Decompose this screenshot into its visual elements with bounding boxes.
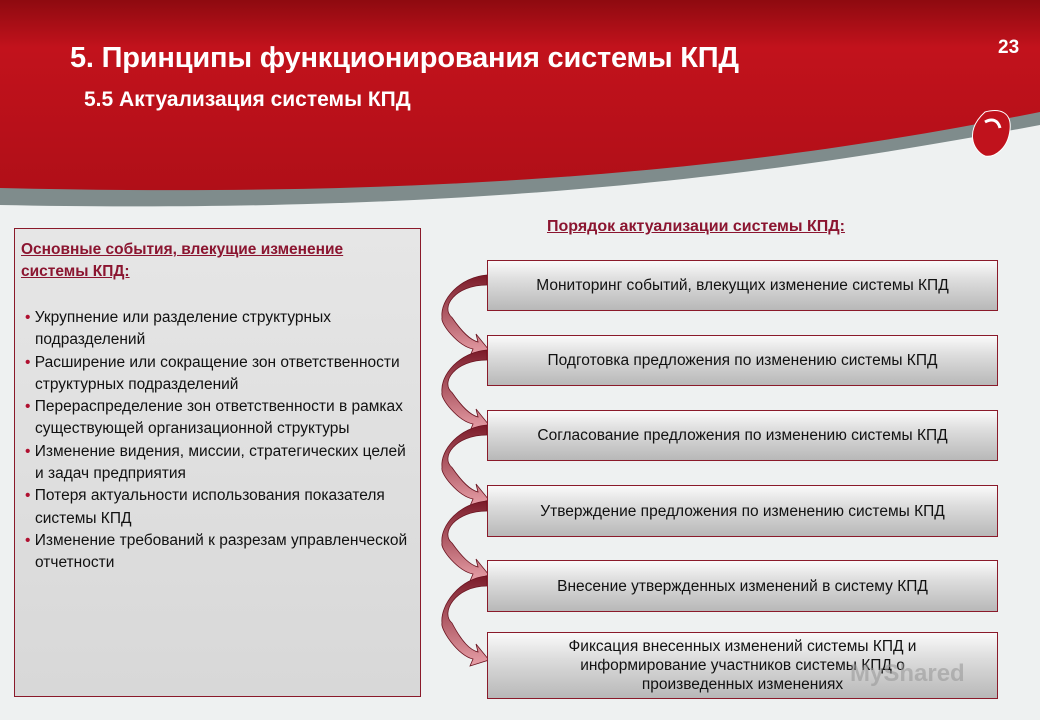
- watermark: MyShared: [850, 660, 965, 687]
- events-panel: [14, 228, 421, 697]
- slide-title: 5. Принципы функционирования системы КПД: [70, 42, 739, 74]
- curved-arrow-icon: [442, 350, 489, 431]
- flow-step: Подготовка предложения по изменению системы КПД: [487, 335, 998, 386]
- flow-title: Порядок актуализации системы КПД:: [547, 218, 845, 235]
- list-item: • Изменение требований к разрезам управленческой отчетности: [25, 531, 408, 572]
- flow-step: Фиксация внесенных изменений системы КПД и информирование участников системы КПД о произведенных изменениях: [487, 632, 998, 699]
- events-heading: Основные события, влекущие изменение системы КПД:: [21, 241, 344, 280]
- list-item: • Укрупнение или разделение структурных подразделений: [25, 309, 331, 349]
- curved-arrow-icon: [442, 501, 489, 581]
- curved-arrow-icon: [442, 576, 489, 666]
- page-number: 23: [998, 37, 1020, 58]
- flow-step: Мониторинг событий, влекущих изменение системы КПД: [487, 260, 998, 311]
- flow-step: Согласование предложения по изменению системы КПД: [487, 410, 998, 461]
- slide-subtitle: 5.5 Актуализация системы КПД: [84, 88, 411, 111]
- list-item: • Расширение или сокращение зон ответственности структурных подразделений: [25, 353, 400, 393]
- flow-step: Внесение утвержденных изменений в систему КПД: [487, 560, 998, 612]
- list-item: • Потеря актуальности использования показателя системы КПД: [25, 487, 385, 527]
- flow-step: Утверждение предложения по изменению системы КПД: [487, 485, 998, 537]
- curved-arrow-icon: [442, 425, 489, 506]
- curved-arrow-icon: [442, 275, 489, 356]
- list-item: • Изменение видения, миссии, стратегических целей и задач предприятия: [25, 442, 406, 483]
- list-item: • Перераспределение зон ответственности в рамках существующей организационной структуры: [25, 398, 403, 438]
